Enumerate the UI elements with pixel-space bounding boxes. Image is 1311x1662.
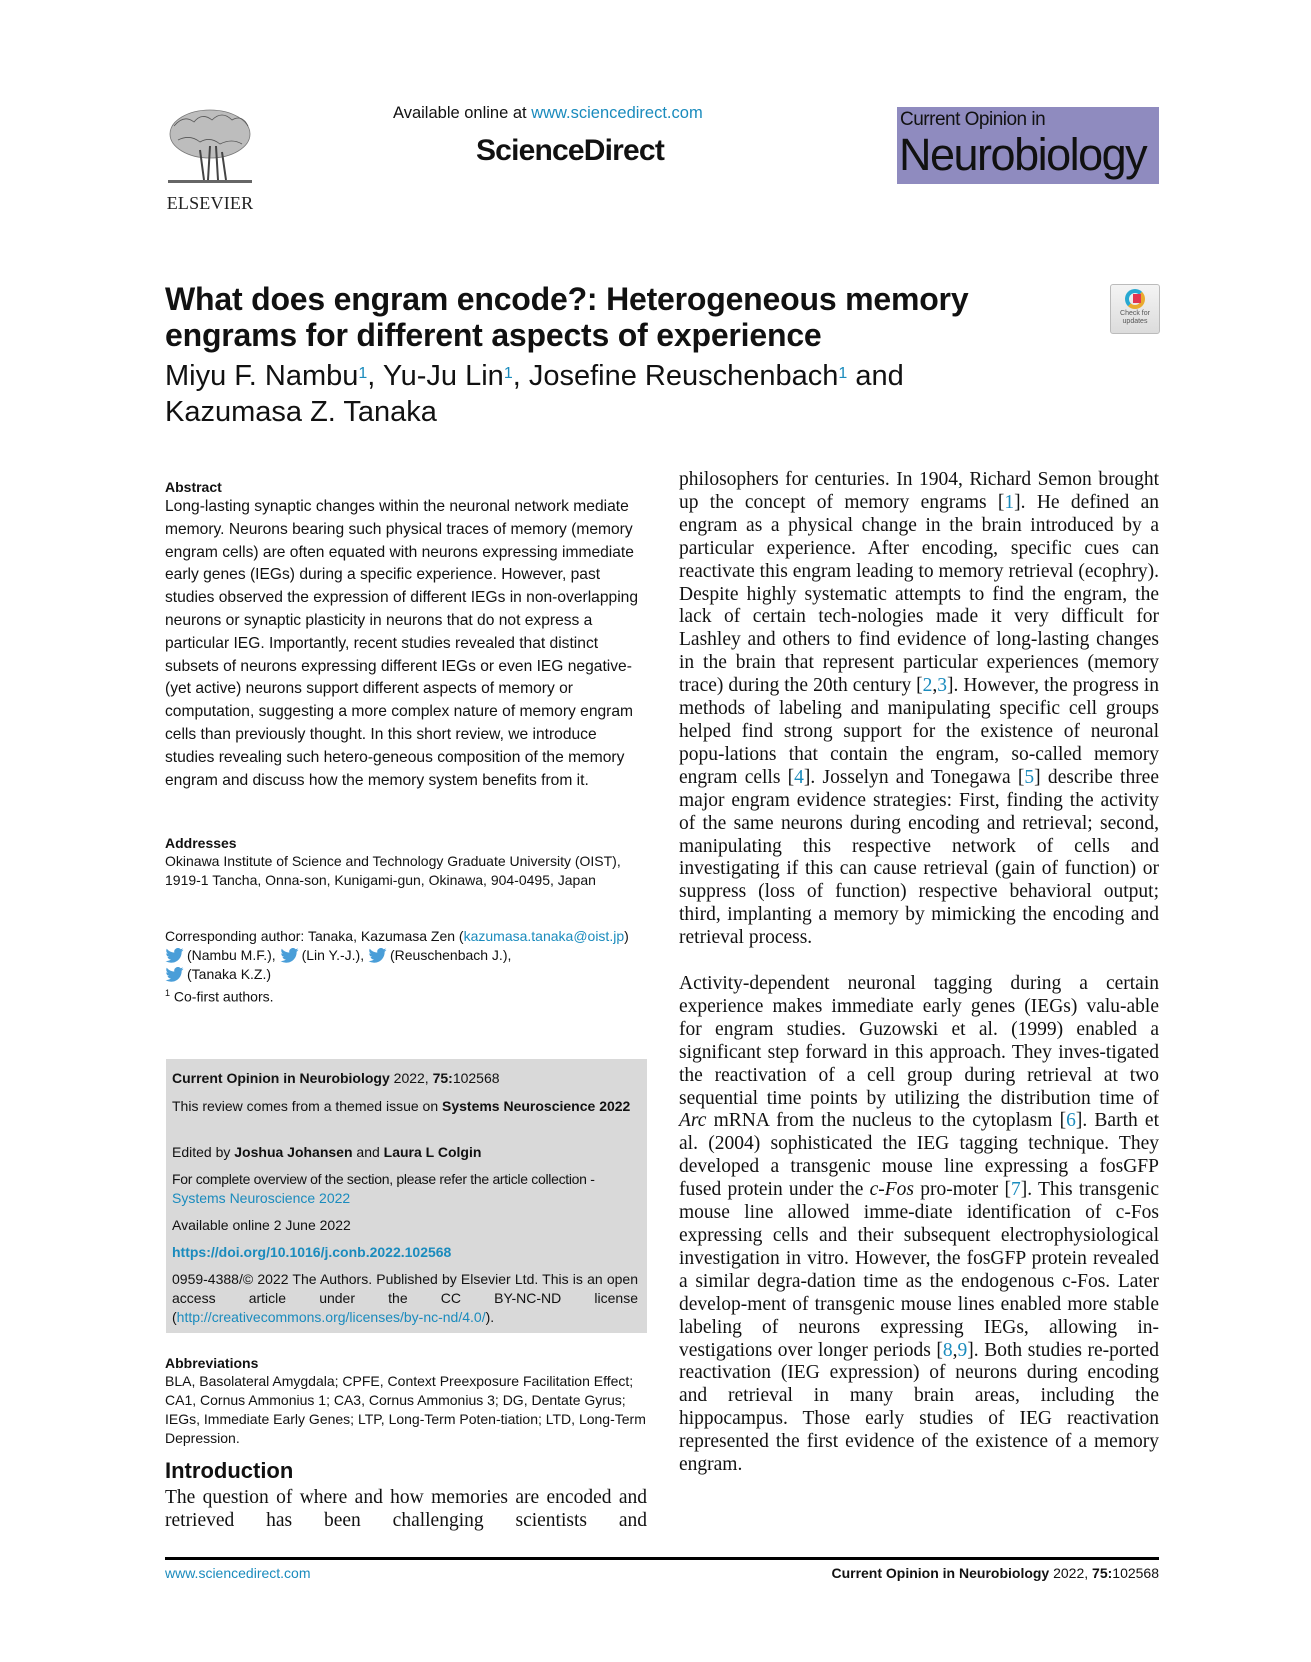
- check-for-updates-button[interactable]: [1110, 284, 1160, 334]
- twitter-icon[interactable]: [165, 948, 184, 963]
- license-prefix: 0959-4388/© 2022 The Authors. Published by Elsevier Ltd. This is an open access article under the CC BY-NC-ND license (: [172, 1271, 638, 1325]
- article-info-box: [166, 1059, 647, 1333]
- footer-journal: Current Opinion in Neurobiology: [831, 1565, 1050, 1581]
- elsevier-tree-icon: [164, 106, 256, 186]
- footer-divider: [165, 1557, 1159, 1560]
- citation-link[interactable]: 3: [937, 675, 948, 697]
- corresponding-prefix: Corresponding author: Tanaka, Kazumasa Zen (: [165, 928, 464, 944]
- elsevier-wordmark: ELSEVIER: [166, 193, 254, 213]
- twitter-icon[interactable]: [280, 948, 299, 963]
- author-separator: ,: [512, 360, 529, 392]
- corresponding-suffix: ): [624, 928, 629, 944]
- license-link[interactable]: http://creativecommons.org/licenses/by-nc-nd/4.0/: [176, 1309, 486, 1325]
- license-suffix: ).: [485, 1309, 495, 1325]
- available-online-line: [393, 104, 753, 123]
- author-separator: ,: [367, 360, 383, 392]
- infobox-collection: [172, 1170, 638, 1208]
- sciencedirect-link[interactable]: www.sciencedirect.com: [531, 104, 703, 122]
- citation-link[interactable]: 1: [1004, 491, 1015, 513]
- infobox-volume: 75:: [432, 1070, 453, 1086]
- author-name: Josefine Reuschenbach: [528, 360, 839, 392]
- infobox-article-number: 102568: [452, 1070, 500, 1086]
- citation-link[interactable]: 8: [942, 1339, 953, 1361]
- themed-issue-name: Systems Neuroscience 2022: [442, 1098, 631, 1114]
- sciencedirect-brand: ScienceDirect: [475, 134, 665, 167]
- doi-link[interactable]: https://doi.org/10.1016/j.conb.2022.102568: [172, 1244, 452, 1260]
- infobox-citation: [172, 1069, 638, 1088]
- footnote-mark: 1: [165, 988, 171, 998]
- abstract-section: [165, 478, 647, 792]
- infobox-editors: [172, 1143, 638, 1162]
- footer-year: 2022,: [1049, 1565, 1093, 1581]
- introduction-heading: Introduction: [165, 1458, 294, 1483]
- abbreviations-text: BLA, Basolateral Amygdala; CPFE, Context Preexposure Facilitation Effect; CA1, Cornus Ammonius 1; CA3, Cornus Ammonius 3; DG, Dentate Gyrus; IEGs, Immediate Early Genes; LTP, Long-Term Poten-tiation; LTD, Long-Term Depression.: [165, 1373, 646, 1446]
- footer-article-number: 102568: [1112, 1565, 1159, 1581]
- infobox-license: [172, 1270, 638, 1327]
- citation-link[interactable]: 7: [1010, 1179, 1021, 1201]
- infobox-year: 2022,: [389, 1070, 433, 1086]
- crossmark-icon: [1125, 289, 1145, 309]
- collection-prefix: For complete overview of the section, please refer the article collection -: [172, 1171, 595, 1187]
- co-first-footnote: [165, 984, 647, 1007]
- footer-citation: [831, 1565, 1159, 1581]
- article-title: What does engram encode?: Heterogeneous memory engrams for different aspects of experience: [165, 281, 969, 353]
- elsevier-logo: [164, 106, 256, 213]
- journal-logo-small: Current Opinion in: [900, 109, 1046, 130]
- body-paragraph: Activity-dependent neuronal tagging during a certain experience makes immediate early genes (IEGs) valu-able for engram studies. Guzowski et al. (1999) enabled a significant step forward in this approach. They inves-tigated the reactivation of a cell group during retrieval at two sequential time points by utilizing the distribution time of Arc mRNA from the nucleus to the cytoplasm [6]. Barth et al. (2004) sophisticated the IEG tagging technique. They developed a transgenic mouse line expressing a fosGFP fused protein under the c-Fos pro-moter [7]. This transgenic mouse line allowed imme-diate identification of c-Fos expressing cells and their subsequent electrophysiological investigation in vitro. However, the fosGFP protein revealed a similar degra-dation time as the endogenous c-Fos. Later develop-ment of transgenic mouse lines enabled more stable labeling of neurons expressing IEGs, allowing in-vestigations over longer periods [8,9]. Both studies re-ported reactivation (IEG expression) of neurons during encoding and retrieval in many brain areas, including the hippocampus. Those early studies of IEG reactivation represented the first evidence of the existence of a memory engram.: [679, 973, 1159, 1476]
- available-prefix: Available online at: [393, 104, 532, 122]
- abbreviations-heading: Abbreviations: [165, 1355, 259, 1371]
- twitter-line: [165, 965, 647, 984]
- edited-prefix: Edited by: [172, 1144, 235, 1160]
- infobox-themed-issue: [172, 1097, 638, 1116]
- infobox-available-online: Available online 2 June 2022: [172, 1217, 351, 1233]
- twitter-icon[interactable]: [368, 948, 387, 963]
- corresponding-author-line: [165, 927, 647, 946]
- citation-link[interactable]: 2: [922, 675, 933, 697]
- editor-name: Laura L Colgin: [383, 1144, 482, 1160]
- addresses-text: Okinawa Institute of Science and Technology Graduate University (OIST), 1919-1 Tancha, Onna-son, Kunigami-gun, Okinawa, 904-0495, Japan: [165, 853, 621, 888]
- addresses-section: [165, 834, 647, 889]
- edited-and: and: [352, 1144, 384, 1160]
- abstract-text: Long-lasting synaptic changes within the neuronal network mediate memory. Neurons bearing such physical traces of memory (memory engram cells) are often equated with neurons expressing immediate early genes (IEGs) during a specific experience. However, past studies observed the expression of different IEGs in non-overlapping neurons or synaptic plasticity in neurons that do not express a particular IEG. Importantly, recent studies revealed that distinct subsets of neurons expressing different IEGs or even IEG negative-(yet active) neurons support different aspects of memory or computation, suggesting a more complex nature of memory engram cells than previously thought. In this short review, we introduce studies revealing such hetero-geneous composition of the memory engram and discuss how the memory system benefits from it.: [165, 498, 639, 789]
- citation-link[interactable]: 9: [957, 1339, 968, 1361]
- journal-logo-big: Neurobiology: [899, 129, 1147, 180]
- footnote-text: Co-first authors.: [173, 988, 274, 1005]
- infobox-journal: Current Opinion in Neurobiology: [172, 1070, 390, 1086]
- footer-volume: 75:: [1092, 1565, 1113, 1581]
- body-paragraph: philosophers for centuries. In 1904, Richard Semon brought up the concept of memory engrams [1]. He defined an engram as a physical change in the brain introduced by a particular experience. After encoding, specific cues can reactivate this engram leading to memory retrieval (ecophry). Despite highly systematic attempts to find the engram, the lack of certain tech-nologies made it very difficult for Lashley and others to find evidence of long-lasting changes in the brain that represent particular experiences (memory trace) during the 20th century [2,3]. However, the progress in methods of labeling and manipulating specific cell groups helped find strong support for the existence of neuronal popu-lations that contain the engram, so-called memory engram cells [4]. Josselyn and Tonegawa [5] describe three major engram evidence strategies: First, finding the activity of the same neurons during encoding and retrieval; second, manipulating this respective network of cells and investigating if this can cause retrieval (gain of function) or suppress (loss of function) respective behavioral output; third, implanting a memory by mimicking the encoding and retrieval process.: [679, 469, 1159, 949]
- footer-sciencedirect-link[interactable]: www.sciencedirect.com: [165, 1565, 311, 1581]
- author-separator: and: [847, 360, 904, 392]
- gene-name-arc: Arc: [679, 1110, 707, 1132]
- journal-logo[interactable]: [897, 107, 1159, 184]
- author-name: Kazumasa Z. Tanaka: [165, 396, 437, 428]
- author-name: Yu-Ju Lin: [382, 360, 504, 392]
- twitter-handle: (Nambu M.F.),: [187, 947, 276, 963]
- twitter-line: [165, 946, 647, 965]
- body-text-column: [679, 469, 1159, 1477]
- check-for-updates-label: Check for updates: [1120, 310, 1150, 325]
- twitter-handle: (Lin Y.-J.),: [301, 947, 365, 963]
- addresses-heading: Addresses: [165, 835, 237, 851]
- gene-name-cfos: c-Fos: [869, 1179, 915, 1201]
- citation-link[interactable]: 6: [1066, 1110, 1076, 1132]
- corresponding-email-link[interactable]: kazumasa.tanaka@oist.jp: [463, 928, 625, 944]
- citation-link[interactable]: 4: [794, 766, 804, 788]
- introduction-text: The question of where and how memories are encoded and retrieved has been challenging scientists and: [165, 1487, 647, 1531]
- twitter-icon[interactable]: [165, 967, 184, 982]
- author-affiliation-mark[interactable]: 1: [838, 365, 848, 382]
- correspondence-section: [165, 927, 647, 1007]
- author-affiliation-mark[interactable]: 1: [358, 365, 368, 382]
- twitter-handle: (Tanaka K.Z.): [187, 966, 272, 982]
- author-affiliation-mark[interactable]: 1: [503, 365, 513, 382]
- abstract-heading: Abstract: [165, 479, 222, 495]
- twitter-handle: (Reuschenbach J.),: [389, 947, 512, 963]
- abbreviations-section: [165, 1354, 647, 1448]
- collection-link[interactable]: Systems Neuroscience 2022: [172, 1190, 351, 1206]
- themed-prefix: This review comes from a themed issue on: [172, 1098, 442, 1114]
- author-name: Miyu F. Nambu: [165, 360, 359, 392]
- citation-link[interactable]: 5: [1024, 766, 1035, 788]
- author-list: [165, 358, 1065, 430]
- editor-name: Joshua Johansen: [234, 1144, 353, 1160]
